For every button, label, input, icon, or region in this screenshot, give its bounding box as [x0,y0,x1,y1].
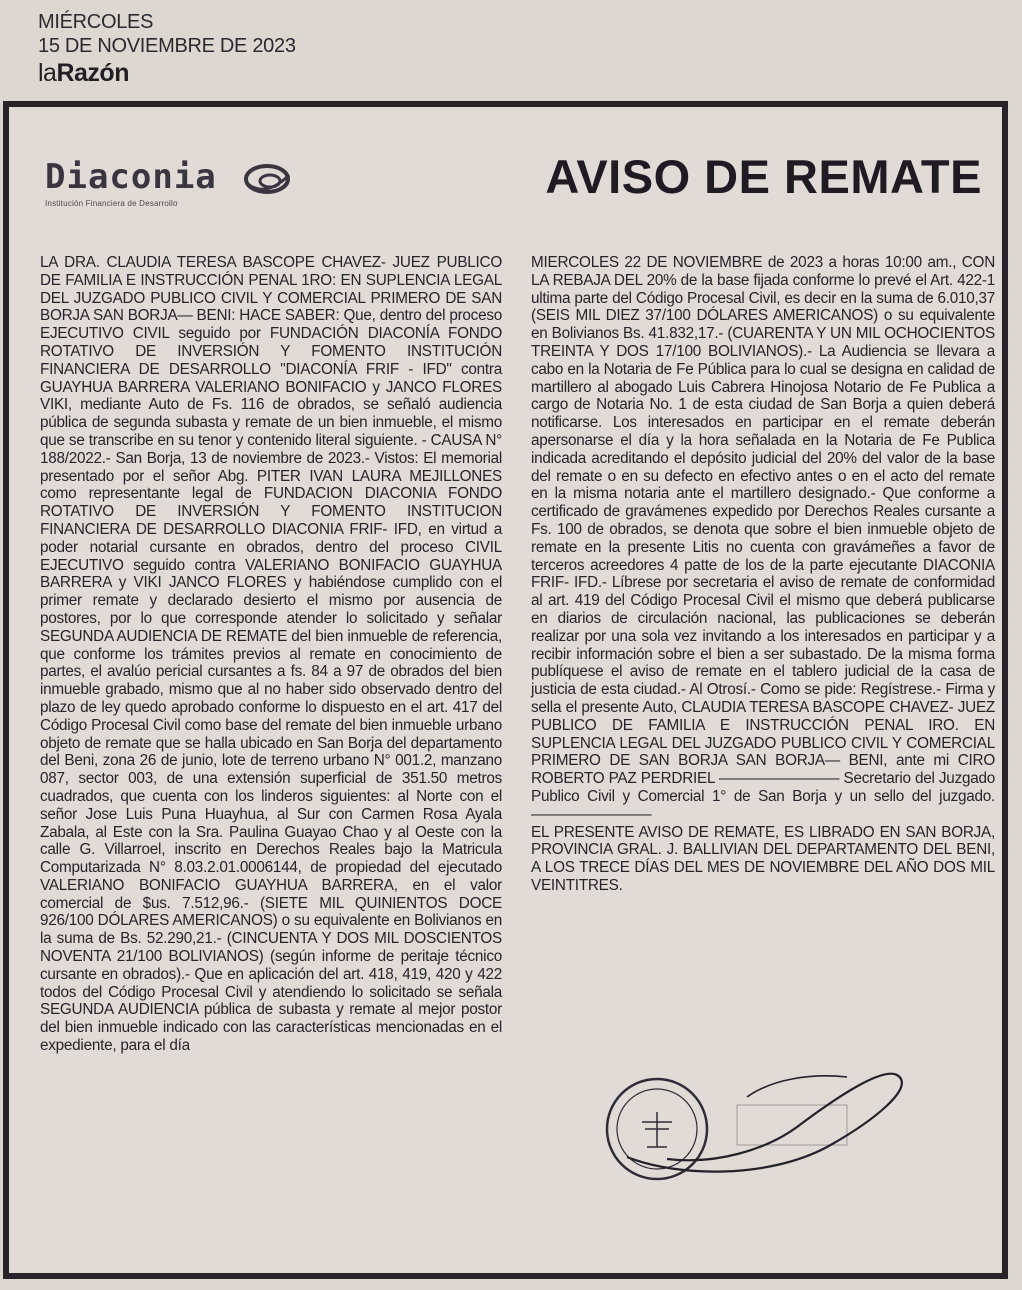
notice-title: AVISO DE REMATE [545,150,982,203]
signature-flourish [747,1076,847,1097]
diaconia-swirl-icon [243,161,293,197]
notice-column-left [40,254,502,1055]
court-seal-emblem [642,1112,672,1147]
notice-closing: EL PRESENTE AVISO DE REMATE, ES LIBRADO EN SAN BORJA, PROVINCIA GRAL. J. BALLIVIAN DEL DEPARTAMENTO DEL BENI, A LOS TRECE DÍAS DEL MES DE NOVIEMBRE DEL AÑO DOS MIL VEINTITRES. [531,823,995,894]
diaconia-logo [45,157,295,217]
notice-body-right: MIERCOLES 22 DE NOVIEMBRE de 2023 a horas 10:00 am., CON LA REBAJA DEL 20% de la base fijada conforme lo prevé el Art. 422-1 ultima parte del Código Procesal Civil, es decir en la suma de 6.010,37 (SEIS MIL DIEZ 37/100 DÓLARES AMERICANOS) o su equivalente en Bolivianos Bs. 41.832,17.- (CUARENTA Y UN MIL OCHOCIENTOS TREINTA Y DOS 17/100 BOLIVIANOS).- La Audiencia se llevara a cabo en la Notaria de Fe Pública para lo cual se designa en calidad de martillero al abogado Luis Cabrera Hinojosa Notario de Fe Publica a cargo de Notaria No. 1 de esta ciudad de San Borja a quien deberá notificarse. Los interesados en participar en el remate deberán apersonarse el día y la hora señalada en la Notaria de Fe Publica indicada acreditando el depósito judicial del 20% del valor de la base del remate o en su defecto en efectivo antes o en el acto del remate en la misma notaria ante el martillero designado.- Que conforme a certificado de gravámenes expedido por Derechos Reales cursante a Fs. 100 de obrados, se denota que sobre el bien inmueble objeto de remate en la presente Litis no cuenta con gravámeñes a favor de terceros acreedores 4 patte de los de la parte ejecutante DIACONIA FRIF- IFD.- Líbrese por secretaria el aviso de remate de conformidad al art. 419 del Código Procesal Civil el mismo que deberá publicarse en diarios de circulación nacional, las publicaciones se deberán realizar por una sola vez invitando a los interesados en participar y a recibir información sobre el bien a ser subastado. De la misma forma publíquese el aviso de remate en el tablero judicial de la casa de justicia de esta ciudad.- Al Otrosí.- Como se pide: Regístrese.- Firma y sella el presente Auto, CLAUDIA TERESA BASCOPE CHAVEZ- JUEZ PUBLICO DE FAMILIA E INSTRUCCIÓN PENAL IRO. EN SUPLENCIA LEGAL DEL JUZGADO PUBLICO CIVIL Y COMERCIAL PRIMERO DE SAN BORJA SAN BORJA— BENI, ante mi CIRO ROBERTO PAZ PERDRIEL ———————— Secretario del Juzgado Publico Civil y Comercial 1° de San Borja y un sello del juzgado. ———————— [531,254,995,823]
seal-stamp-block [737,1105,847,1145]
notice-frame [3,101,1008,1279]
newspaper-masthead [38,10,296,88]
court-seal-and-signature [597,1067,917,1187]
newspaper-logo-razon: Razón [56,59,129,87]
newspaper-logo [38,58,296,88]
notice-column-right [531,254,995,895]
newspaper-logo-la: la [38,59,57,87]
publication-day: MIÉRCOLES [38,11,154,33]
diaconia-logo-name: Diaconia [45,157,217,197]
diaconia-logo-subtitle: Institución Financiera de Desarrollo [45,199,178,208]
notice-body-left: LA DRA. CLAUDIA TERESA BASCOPE CHAVEZ- JUEZ PUBLICO DE FAMILIA E INSTRUCCIÓN PENAL 1RO: EN SUPLENCIA LEGAL DEL JUZGADO PUBLICO CIVIL Y COMERCIAL PRIMERO DE SAN BORJA SAN BORJA— BENI: HACE SABER: Que, dentro del proceso EJECUTIVO CIVIL seguido por FUNDACIÓN DIACONÍA FONDO ROTATIVO DE INVERSIÓN Y FOMENTO INSTITUCIÓN FINANCIERA DE DESARROLLO "DIACONÍA FRIF - IFD" contra GUAYHUA BARRERA VALERIANO BONIFACIO y JANCO FLORES VIKI, mediante Auto de Fs. 116 de obrados, se señaló audiencia pública de segunda subasta y remate de un bien inmueble, el mismo que se transcribe en su tenor y contenido literal siguiente. - CAUSA N° 188/2022.- San Borja, 13 de noviembre de 2023.- Vistos: El memorial presentado por el señor Abg. PITER IVAN LAURA MEJILLONES como representante legal de FUNDACION DIACONIA FONDO ROTATIVO DE INVERSIÓN Y FOMENTO INSTITUCION FINANCIERA DE DESARROLLO DIACONIA FRIF- IFD, en virtud a poder notarial cursante en obrados, dentro del proceso CIVIL EJECUTIVO seguido contra VALERIANO BONIFACIO GUAYHUA BARRERA y VIKI JANCO FLORES y habiéndose cumplido con el primer remate y declarado desierto el mismo por ausencia de postores, por lo que corresponde atender lo solicitado y señalar SEGUNDA AUDIENCIA DE REMATE del bien inmueble de referencia, que conforme los trámites previos al remate en conocimiento de partes, el avalúo pericial cursantes a fs. 84 a 97 de obrados del bien inmueble grabado, mismo que al no haber sido observado dentro del plazo de ley quedo aprobado conforme lo dispuesto en el art. 417 del Código Procesal Civil como base del remate del bien inmueble urbano objeto de remate que se halla ubicado en San Borja del departamento del Beni, zona 26 de junio, lote de terreno urbano N° 001.2, manzano 087, sector 003, de una extensión superficial de 351.50 metros cuadrados, que cuenta con los linderos siguientes: al Norte con el señor Jose Luis Puna Huayhua, al Sur con Carmen Rosa Ayala Zabala, al Este con la Sra. Paulina Guayao Chao y al Oeste con la calle G. Villarroel, inscrito en Derechos Reales bajo la Matricula Computarizada N° 8.03.2.01.0006144, de propiedad del ejecutado VALERIANO BONIFACIO GUAYHUA BARRERA, en el valor comercial de $us. 7.512,96.- (SIETE MIL QUINIENTOS DOCE 926/100 DÓLARES AMERICANOS) o su equivalente en Bolivianos en la suma de Bs. 52.290,21.- (CINCUENTA Y DOS MIL DOSCIENTOS NOVENTA 21/100 BOLIVIANOS) (según informe de peritaje técnico cursante en obrados).- Que en aplicación del art. 418, 419, 420 y 422 todos del Código Procesal Civil y atendiendo lo solicitado se señala SEGUNDA AUDIENCIA pública de subasta y remate al mejor postor del bien inmueble indicado con las características mencionadas en el expediente, para el día [40,254,502,1055]
publication-date: 15 DE NOVIEMBRE DE 2023 [38,35,296,57]
